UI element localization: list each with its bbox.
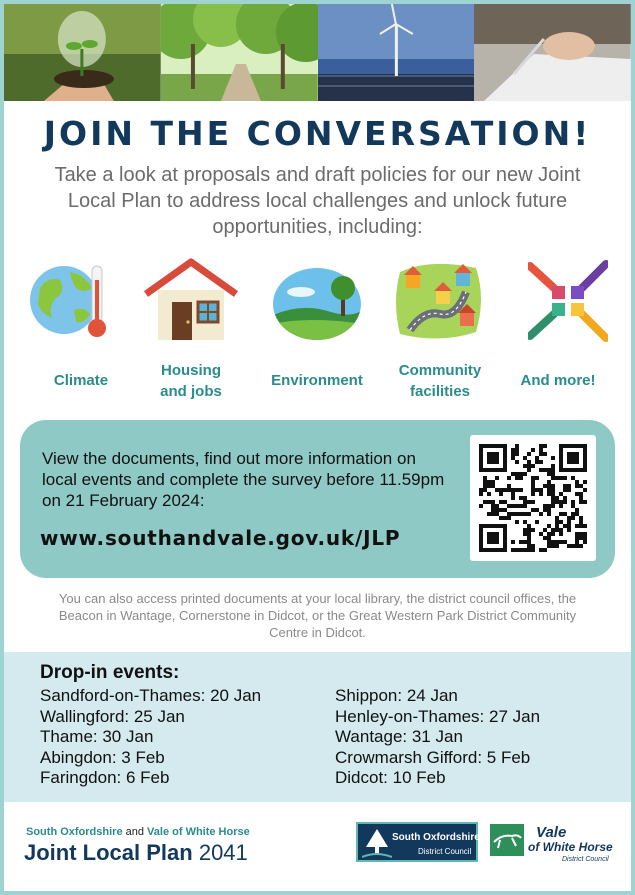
event-item: Sandford-on-Thames: 20 Jan [40,686,262,705]
topic-climate [12,258,132,342]
topic-environment [257,258,377,342]
headline: JOIN THE CONVERSATION! [43,114,592,153]
topic-label-more: And more! [520,372,596,389]
footer [4,802,631,891]
house-icon [138,258,242,342]
survey-text: View the documents, find out more information on local events and complete the survey before 11.59pm on 21 February 2024: [42,449,445,510]
event-item: Didcot: 10 Feb [335,768,446,787]
vale-of-white-horse-logo: Vale of White Horse District Council [488,822,628,867]
qr-code-icon [479,444,587,552]
event-item: Abingdon: 3 Feb [40,747,165,767]
tree-logo-icon [362,825,392,861]
wind-turbine-photo [318,4,475,101]
event-item: Henley-on-Thames: 27 Jan [335,706,541,726]
south-oxfordshire-logo: South Oxfordshire District Council [356,822,478,862]
puzzle-hands-icon [528,258,608,342]
landscape-icon [271,258,363,342]
drop-in-events [4,652,631,802]
topic-label-housing: Housing and jobs [160,362,222,400]
qr-code[interactable] [470,435,596,561]
survey-panel [20,420,615,578]
community-map-icon [390,258,486,342]
event-item: Wantage: 31 Jan [335,727,463,746]
white-horse-logo-icon [490,824,524,856]
events-list-left [40,686,261,789]
photo-strip [4,4,631,101]
topic-icons [28,258,618,408]
event-item: Wallingford: 25 Jan [40,706,185,726]
topic-label-climate: Climate [53,372,109,389]
event-item: Thame: 30 Jan [40,727,154,746]
plan-title: Joint Local Plan 2041 [24,840,248,865]
intro-text: Take a look at proposals and draft policies for our new Joint Local Plan to address local challenges and unlock future opportunities, including: [54,164,581,238]
topic-label-community: Community facilities [398,362,482,400]
councils-line: South Oxfordshire and Vale of White Horse [26,826,250,838]
event-item: Faringdon: 6 Feb [40,768,170,787]
event-item: Shippon: 24 Jan [335,686,458,705]
topic-housing [130,258,250,342]
topic-more [508,258,628,342]
topic-label-environment: Environment [271,372,363,389]
website-link[interactable]: www.southandvale.gov.uk/JLP [40,526,401,550]
hand-pen-photo [474,4,631,101]
printed-documents-note: You can also access printed documents at your local library, the district council offices, the Beacon in Wantage, Cornerstone in Didcot, or the Great Western Park District Community Centre in Didcot. [58,591,577,640]
seedling-photo [4,4,161,101]
events-title: Drop-in events: [40,662,180,683]
events-list-right [335,686,540,789]
climate-icon [26,258,118,342]
tree-avenue-photo [161,4,318,101]
event-item: Crowmarsh Gifford: 5 Feb [335,747,531,767]
topic-community [378,258,498,342]
